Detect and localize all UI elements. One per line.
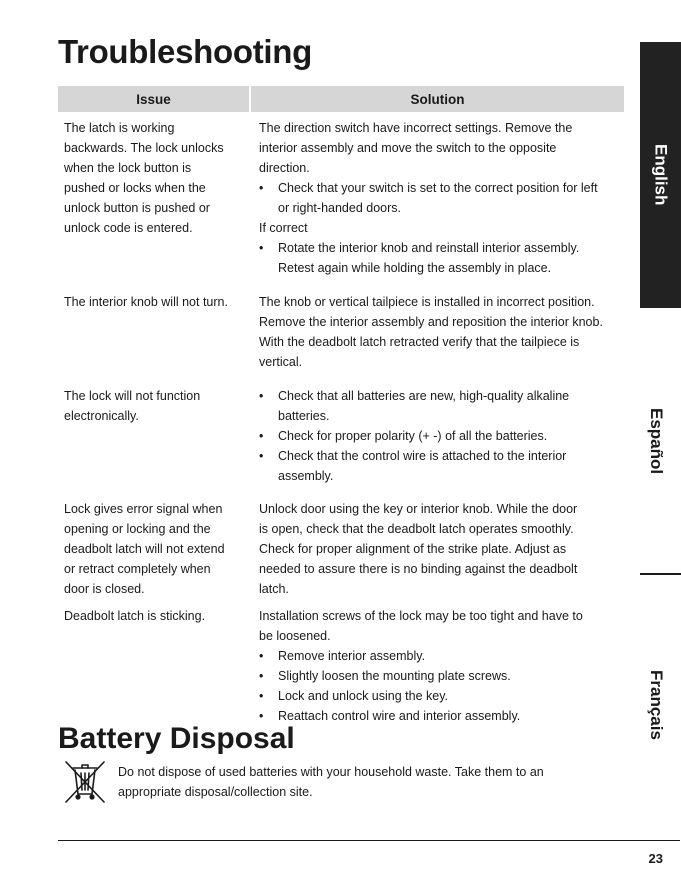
bullet-item: [259, 386, 624, 426]
table-row: [58, 499, 624, 599]
text-line: unlock code is entered.: [64, 221, 193, 235]
text-line: direction.: [259, 161, 310, 175]
text-line: Lock gives error signal when: [64, 502, 223, 516]
solution-cell: [251, 499, 624, 599]
text-line: is open, check that the deadbolt latch operates smoothly.: [259, 522, 574, 536]
solution-cell: [251, 118, 624, 278]
bullet-item: [259, 238, 624, 278]
footer-divider: [58, 840, 680, 841]
text-line: Do not dispose of used batteries with your household waste. Take them to an: [118, 765, 544, 779]
text-line: The latch is working: [64, 121, 175, 135]
text-line: The knob or vertical tailpiece is installed in incorrect position.: [259, 295, 595, 309]
issue-cell: [58, 118, 251, 278]
text-line: interior assembly and move the switch to the opposite: [259, 141, 557, 155]
text-line: opening or locking and the: [64, 522, 211, 536]
table-row: [58, 386, 624, 486]
solution-cell: [251, 386, 624, 486]
text-line: electronically.: [64, 409, 139, 423]
bullet-item: [259, 666, 624, 686]
bullet-item: [259, 686, 624, 706]
page-title: Troubleshooting: [58, 33, 312, 70]
solution-cell: [251, 292, 624, 372]
table-row: [58, 118, 624, 278]
language-tab-divider: [640, 573, 681, 575]
text-line: unlock button is pushed or: [64, 201, 210, 215]
issue-cell: [58, 499, 251, 599]
table-row: [58, 606, 624, 726]
language-tab-espanol[interactable]: Español: [647, 408, 666, 475]
text-line: or right-handed doors.: [278, 201, 401, 215]
text-line: appropriate disposal/collection site.: [118, 785, 313, 799]
text-line: needed to assure there is no binding against the deadbolt: [259, 562, 578, 576]
text-line: • Check that all batteries are new, high-quality alkaline: [278, 389, 570, 403]
text-line: The lock will not function: [64, 389, 201, 403]
text-line: backwards. The lock unlocks: [64, 141, 224, 155]
text-line: be loosened.: [259, 629, 331, 643]
text-line: pushed or locks when the: [64, 181, 206, 195]
solution-paragraph: [259, 218, 624, 238]
text-line: Unlock door using the key or interior knob. While the door: [259, 502, 578, 516]
solution-paragraph: [259, 606, 624, 646]
text-line: Retest again while holding the assembly in place.: [278, 261, 552, 275]
text-line: or retract completely when: [64, 562, 211, 576]
text-line: The interior knob will not turn.: [64, 295, 228, 309]
text-line: batteries.: [278, 409, 330, 423]
language-tab-francais[interactable]: Français: [647, 670, 666, 740]
text-line: when the lock button is: [64, 161, 192, 175]
solution-header: Solution: [251, 86, 624, 112]
crossed-out-wheelie-bin-icon: [62, 759, 108, 805]
solution-paragraph: [259, 118, 624, 178]
issue-cell: [58, 292, 251, 372]
text-line: • Slightly loosen the mounting plate screws.: [278, 669, 511, 683]
text-line: Remove the interior assembly and reposition the interior knob.: [259, 315, 603, 329]
text-line: With the deadbolt latch retracted verify that the tailpiece is: [259, 335, 580, 349]
table-header: [58, 86, 624, 112]
solution-paragraph: [259, 292, 624, 372]
battery-disposal-text: [118, 762, 588, 802]
text-line: • Remove interior assembly.: [278, 649, 426, 663]
bullet-item: [259, 446, 624, 486]
table-row: [58, 292, 624, 372]
page-number: 23: [648, 851, 663, 866]
text-line: • Lock and unlock using the key.: [278, 689, 449, 703]
text-line: If correct: [259, 221, 308, 235]
text-line: Deadbolt latch is sticking.: [64, 609, 206, 623]
text-line: • Check for proper polarity (+ -) of all the batteries.: [278, 429, 548, 443]
language-tab-english[interactable]: [640, 42, 681, 308]
text-line: deadbolt latch will not extend: [64, 542, 225, 556]
solution-cell: [251, 606, 624, 726]
text-line: The direction switch have incorrect settings. Remove the: [259, 121, 573, 135]
battery-disposal-title: Battery Disposal: [58, 722, 295, 755]
text-line: Installation screws of the lock may be too tight and have to: [259, 609, 583, 623]
issue-cell: [58, 606, 251, 726]
text-line: latch.: [259, 582, 289, 596]
text-line: • Check that your switch is set to the correct position for left: [278, 181, 598, 195]
bullet-item: [259, 426, 624, 446]
issue-cell: [58, 386, 251, 486]
text-line: Check for proper alignment of the strike plate. Adjust as: [259, 542, 567, 556]
troubleshooting-table: [58, 86, 624, 726]
text-line: • Rotate the interior knob and reinstall interior assembly.: [278, 241, 580, 255]
text-line: door is closed.: [64, 582, 145, 596]
text-line: vertical.: [259, 355, 303, 369]
bullet-item: [259, 646, 624, 666]
bullet-item: [259, 706, 624, 726]
issue-header: Issue: [58, 86, 249, 112]
bullet-item: [259, 178, 624, 218]
solution-paragraph: [259, 499, 624, 599]
text-line: • Check that the control wire is attached to the interior: [278, 449, 567, 463]
language-label: English: [651, 144, 671, 206]
text-line: • Reattach control wire and interior assembly.: [278, 709, 521, 723]
text-line: assembly.: [278, 469, 334, 483]
